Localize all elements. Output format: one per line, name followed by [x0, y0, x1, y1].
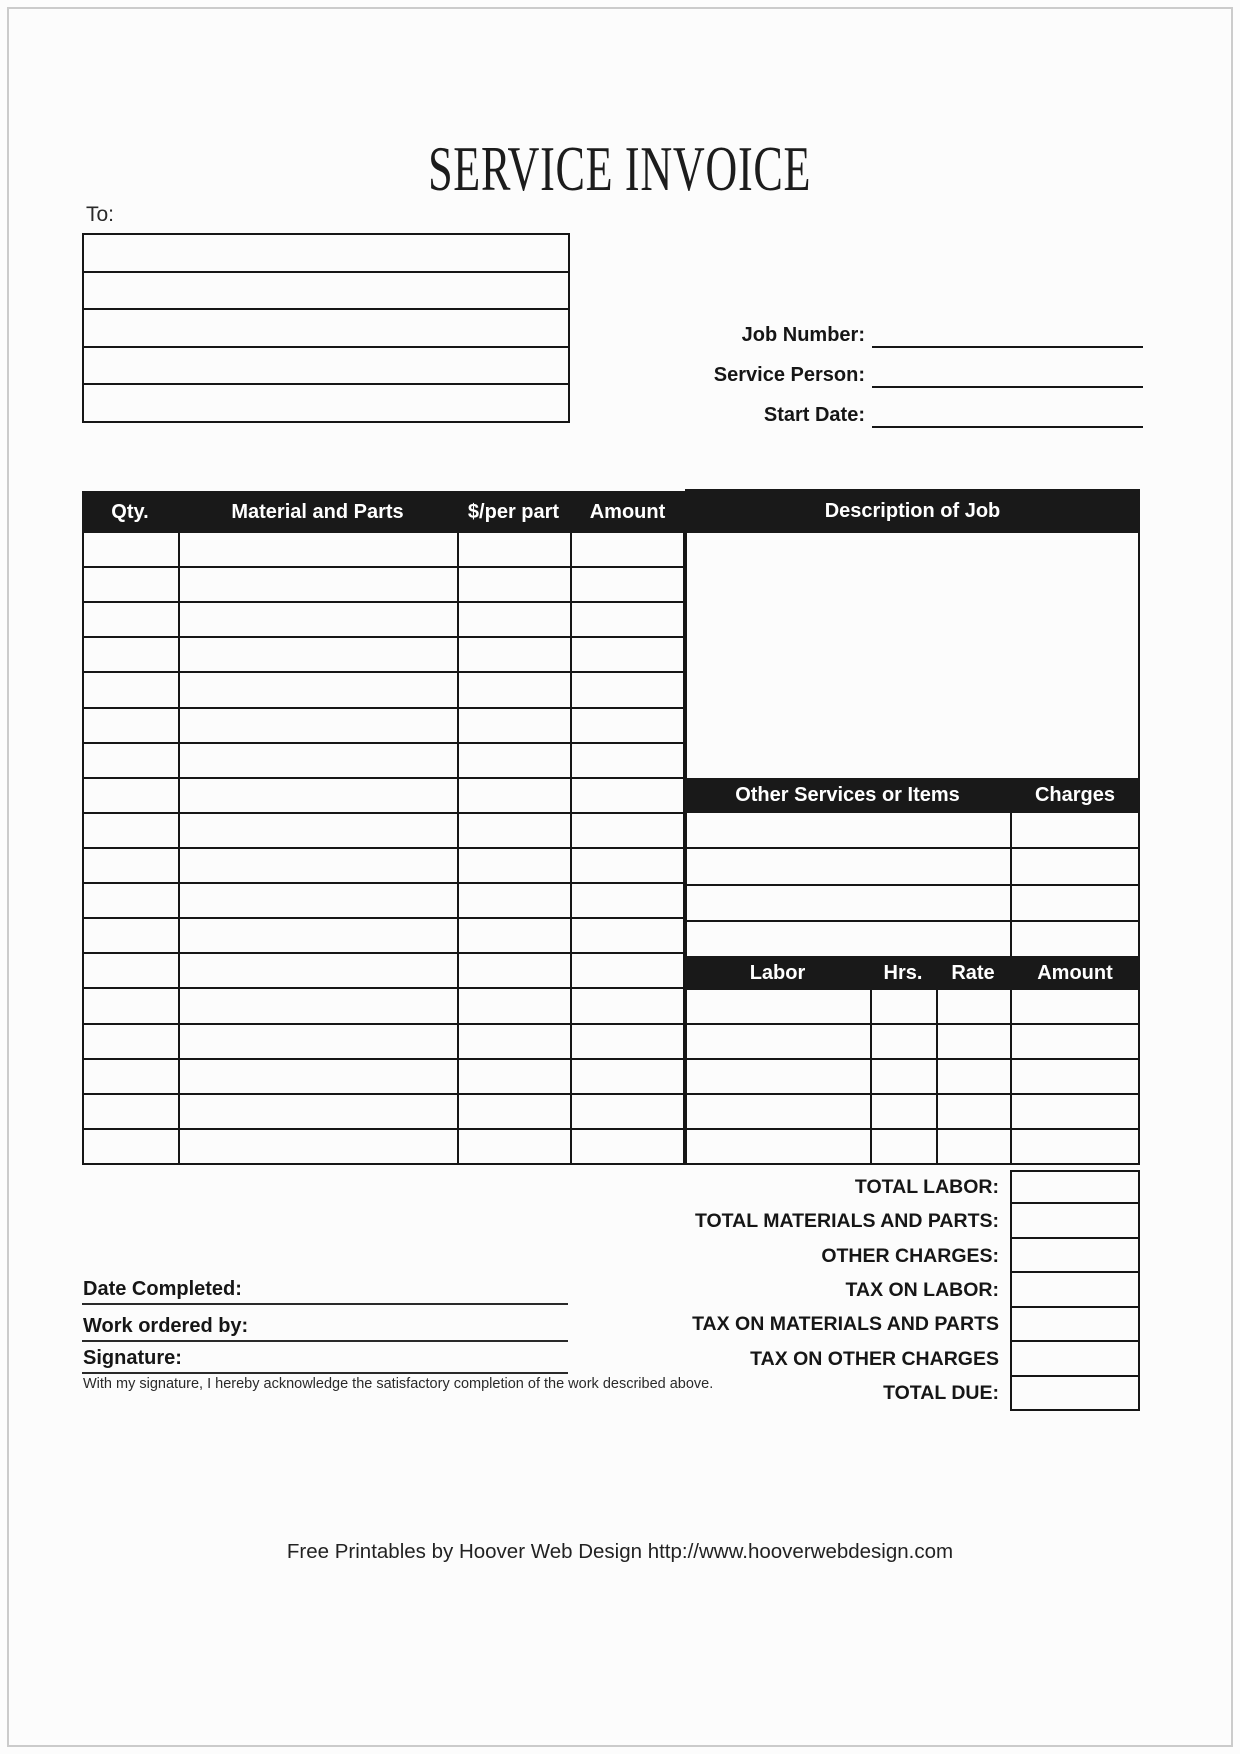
labor-amount-cell [1012, 1060, 1138, 1093]
per-part-cell [459, 919, 572, 952]
signoff-label: Work ordered by: [83, 1315, 249, 1337]
materials-table-row [84, 533, 683, 568]
material-parts-cell [180, 954, 459, 987]
amount-header: Amount [589, 500, 666, 523]
amount-cell [572, 1130, 683, 1163]
totals-value-box [1010, 1308, 1140, 1342]
materials-table-row [84, 638, 683, 673]
amount-cell [572, 849, 683, 882]
materials-table-row [84, 814, 683, 849]
hrs-cell [872, 1095, 938, 1128]
material-parts-header: Material and Parts [231, 500, 404, 523]
totals-row [400, 1239, 1140, 1273]
other-services-header [685, 778, 1140, 813]
hrs-header: Hrs. [883, 961, 923, 984]
per-part-cell [459, 603, 572, 636]
amount-cell [572, 568, 683, 601]
amount-cell [572, 779, 683, 812]
amount-cell [572, 638, 683, 671]
job-info-field [600, 358, 1143, 388]
amount-cell [572, 954, 683, 987]
totals-label: OTHER CHARGES: [821, 1244, 999, 1267]
labor-amount-cell [1012, 1130, 1138, 1163]
rate-cell [938, 1025, 1012, 1058]
page-title: SERVICE INVOICE [428, 134, 812, 204]
qty-cell [84, 849, 180, 882]
per-part-cell [459, 779, 572, 812]
job-info-label: Job Number: [741, 324, 865, 346]
materials-table-row [84, 1025, 683, 1060]
totals-value-box [1010, 1204, 1140, 1238]
qty-cell [84, 603, 180, 636]
labor-header: Labor [749, 961, 806, 984]
footer-credit: Free Printables by Hoover Web Design http://www.hooverwebdesign.com [286, 1540, 954, 1563]
per-part-cell [459, 744, 572, 777]
job-info-field [600, 318, 1143, 348]
job-info-blank-line [872, 316, 1143, 348]
material-parts-cell [180, 884, 459, 917]
qty-cell [84, 709, 180, 742]
materials-table-row [84, 1130, 683, 1163]
description-of-job-area [685, 533, 1140, 778]
labor-table-body [685, 990, 1140, 1165]
qty-cell [84, 989, 180, 1022]
material-parts-cell [180, 814, 459, 847]
qty-cell [84, 568, 180, 601]
qty-cell [84, 919, 180, 952]
signature-disclaimer: With my signature, I hereby acknowledge the satisfactory completion of the work described above. [83, 1376, 714, 1392]
totals-value-box [1010, 1239, 1140, 1273]
labor-table-row [687, 990, 1138, 1025]
job-info-field [600, 398, 1143, 428]
qty-cell [84, 884, 180, 917]
materials-table-header [82, 491, 685, 533]
material-parts-cell [180, 919, 459, 952]
labor-table-header [685, 956, 1140, 990]
amount-cell [572, 814, 683, 847]
other-services-header-label: Other Services or Items [735, 784, 960, 806]
other-services-row [687, 849, 1138, 885]
labor-table-row [687, 1060, 1138, 1095]
labor-cell [687, 1060, 872, 1093]
labor-table-row [687, 1130, 1138, 1163]
materials-table-row [84, 849, 683, 884]
totals-value-box [1010, 1273, 1140, 1307]
totals-label: TAX ON MATERIALS AND PARTS [692, 1313, 999, 1336]
rate-cell [938, 1095, 1012, 1128]
totals-value-box [1010, 1377, 1140, 1411]
per-part-cell [459, 638, 572, 671]
qty-cell [84, 744, 180, 777]
job-info-blank-line [872, 396, 1143, 428]
qty-cell [84, 1095, 180, 1128]
signoff-field [82, 1341, 568, 1374]
materials-table-row [84, 673, 683, 708]
materials-table-row [84, 568, 683, 603]
material-parts-cell [180, 989, 459, 1022]
labor-table-row [687, 1095, 1138, 1130]
totals-value-box [1010, 1342, 1140, 1376]
material-parts-cell [180, 1130, 459, 1163]
material-parts-cell [180, 673, 459, 706]
per-part-cell [459, 533, 572, 566]
hrs-cell [872, 990, 938, 1023]
amount-cell [572, 603, 683, 636]
material-parts-cell [180, 709, 459, 742]
material-parts-cell [180, 1025, 459, 1058]
totals-label: TOTAL LABOR: [854, 1175, 999, 1198]
amount-cell [572, 744, 683, 777]
material-parts-cell [180, 638, 459, 671]
rate-cell [938, 1130, 1012, 1163]
job-info-blank-line [872, 356, 1143, 388]
materials-table-row [84, 954, 683, 989]
other-service-item-cell [687, 849, 1012, 883]
hrs-cell [872, 1130, 938, 1163]
qty-header: Qty. [111, 500, 149, 523]
amount-cell [572, 709, 683, 742]
totals-label: TOTAL DUE: [883, 1382, 999, 1405]
qty-cell [84, 814, 180, 847]
qty-cell [84, 533, 180, 566]
labor-cell [687, 1095, 872, 1128]
amount-cell [572, 533, 683, 566]
charges-cell [1012, 849, 1138, 883]
materials-table-row [84, 1095, 683, 1130]
page-title-wrap [0, 134, 1240, 204]
materials-table-row [84, 603, 683, 638]
per-part-cell [459, 884, 572, 917]
labor-amount-header: Amount [1037, 961, 1113, 984]
charges-cell [1012, 886, 1138, 920]
amount-cell [572, 1095, 683, 1128]
per-part-cell [459, 849, 572, 882]
totals-label: TAX ON LABOR: [845, 1278, 999, 1301]
other-services-row [687, 813, 1138, 849]
recipient-address-row [84, 348, 568, 386]
other-service-item-cell [687, 922, 1012, 956]
other-service-item-cell [687, 886, 1012, 920]
totals-row [400, 1170, 1140, 1204]
labor-cell [687, 1130, 872, 1163]
per-part-cell [459, 1025, 572, 1058]
recipient-address-row [84, 310, 568, 348]
per-part-cell [459, 568, 572, 601]
rate-header: Rate [951, 961, 995, 984]
totals-label: TOTAL MATERIALS AND PARTS: [694, 1210, 999, 1233]
per-part-cell [459, 709, 572, 742]
description-of-job-header [685, 489, 1140, 533]
hrs-cell [872, 1025, 938, 1058]
qty-cell [84, 1025, 180, 1058]
hrs-cell [872, 1060, 938, 1093]
recipient-address-row [84, 235, 568, 273]
job-info-label: Service Person: [713, 364, 865, 386]
materials-table-row [84, 919, 683, 954]
description-of-job-header-label: Description of Job [824, 499, 1001, 522]
amount-cell [572, 1060, 683, 1093]
rate-cell [938, 990, 1012, 1023]
other-service-item-cell [687, 813, 1012, 847]
charges-header-label: Charges [1034, 784, 1116, 806]
qty-cell [84, 673, 180, 706]
materials-table-body [82, 533, 685, 1165]
totals-value-box [1010, 1170, 1140, 1204]
amount-cell [572, 989, 683, 1022]
qty-cell [84, 1060, 180, 1093]
per-part-cell [459, 954, 572, 987]
charges-cell [1012, 922, 1138, 956]
recipient-address-row [84, 273, 568, 311]
qty-cell [84, 779, 180, 812]
materials-table-row [84, 884, 683, 919]
qty-cell [84, 954, 180, 987]
labor-cell [687, 990, 872, 1023]
recipient-address-box [82, 233, 570, 423]
qty-cell [84, 1130, 180, 1163]
per-part-cell [459, 814, 572, 847]
material-parts-cell [180, 849, 459, 882]
per-part-cell [459, 1130, 572, 1163]
per-part-cell [459, 989, 572, 1022]
per-part-cell [459, 1060, 572, 1093]
totals-label: TAX ON OTHER CHARGES [750, 1347, 999, 1370]
material-parts-cell [180, 744, 459, 777]
materials-table-row [84, 744, 683, 779]
material-parts-cell [180, 779, 459, 812]
recipient-address-row [84, 385, 568, 421]
material-parts-cell [180, 1060, 459, 1093]
labor-cell [687, 1025, 872, 1058]
material-parts-cell [180, 1095, 459, 1128]
labor-amount-cell [1012, 1095, 1138, 1128]
labor-table-row [687, 1025, 1138, 1060]
per-part-cell [459, 1095, 572, 1128]
amount-cell [572, 673, 683, 706]
per-part-header: $/per part [467, 500, 560, 523]
labor-amount-cell [1012, 1025, 1138, 1058]
job-info-label: Start Date: [763, 404, 865, 426]
materials-table-row [84, 779, 683, 814]
per-part-cell [459, 673, 572, 706]
charges-cell [1012, 813, 1138, 847]
other-services-row [687, 922, 1138, 956]
signoff-label: Signature: [83, 1347, 182, 1369]
amount-cell [572, 1025, 683, 1058]
signoff-field [82, 1309, 568, 1342]
rate-cell [938, 1060, 1012, 1093]
material-parts-cell [180, 568, 459, 601]
amount-cell [572, 919, 683, 952]
materials-table-row [84, 989, 683, 1024]
material-parts-cell [180, 533, 459, 566]
qty-cell [84, 638, 180, 671]
material-parts-cell [180, 603, 459, 636]
materials-table-row [84, 709, 683, 744]
signoff-field [82, 1272, 568, 1305]
labor-amount-cell [1012, 990, 1138, 1023]
totals-row [400, 1204, 1140, 1238]
materials-table-row [84, 1060, 683, 1095]
signoff-label: Date Completed: [83, 1278, 242, 1300]
amount-cell [572, 884, 683, 917]
other-services-row [687, 886, 1138, 922]
to-label: To: [86, 203, 115, 226]
other-services-body [685, 813, 1140, 956]
